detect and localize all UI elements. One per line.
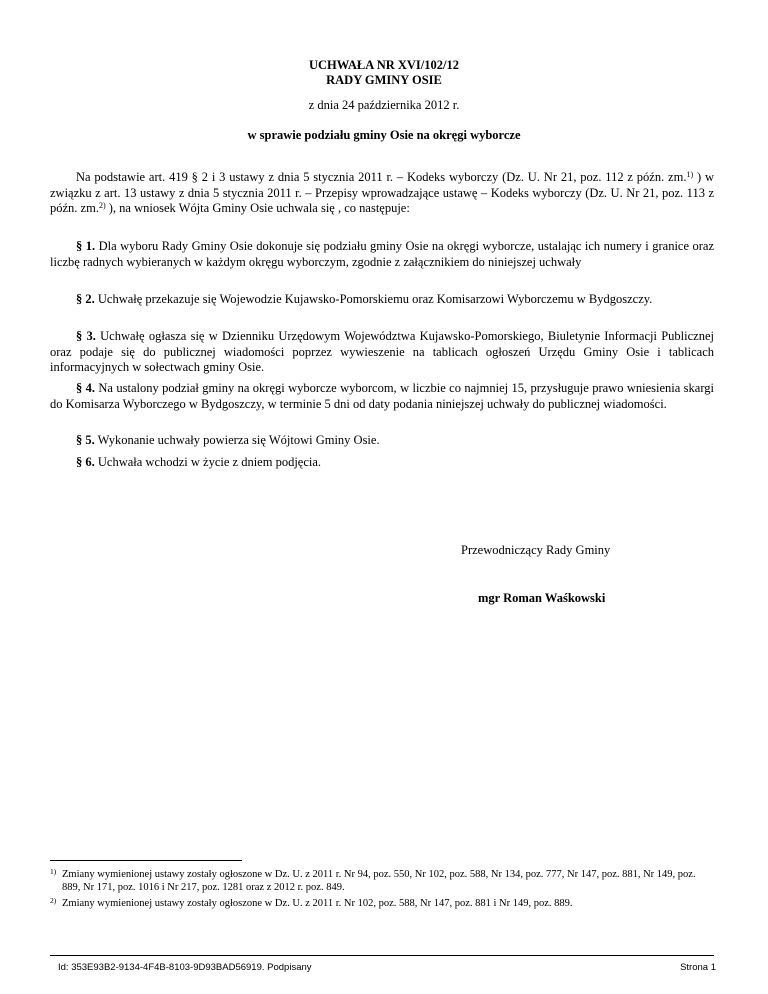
section-1 (50, 239, 714, 270)
resolution-number: UCHWAŁA NR XVI/102/12 (308, 58, 459, 72)
section-2-text: Uchwałę przekazuje się Wojewodzie Kujawsko-Pomorskiemu oraz Komisarzowi Wyborczemu w Bydgoszczy. (94, 292, 653, 306)
resolution-date: z dnia 24 października 2012 r. (308, 98, 460, 112)
footnote-divider (50, 860, 242, 861)
footnote-2-mark: 2) (50, 896, 57, 905)
signature-role: Przewodniczący Rady Gminy (461, 543, 611, 557)
footnote-2 (50, 897, 714, 910)
section-6 (50, 455, 714, 471)
section-4-text: Na ustalony podział gminy na okręgi wyborcze wyborcom, w liczbie co najmniej 15, przysługuje prawo wniesienia skargi do Komisarza Wyborczego w Bydgoszczy, w terminie 5 dni od daty podania niniejszej uchwały do publicznej wiadomości. (50, 381, 714, 411)
section-6-text: Uchwała wchodzi w życie z dniem podjęcia. (94, 455, 322, 469)
page-number: Strona 1 (680, 962, 716, 973)
council-name: RADY GMINY OSIE (326, 73, 442, 87)
section-5-label: § 5. (76, 433, 95, 447)
footnote-ref-2: 2) (98, 201, 106, 210)
section-2 (50, 292, 714, 308)
section-3-text: Uchwałę ogłasza się w Dzienniku Urzędowym Województwa Kujawsko-Pomorskiego, Biuletynie Informacji Publicznej oraz podaje się do publicznej wiadomości poprzez wywieszenie na tablicach ogłoszeń Urzędu Gminy Osie i tablicach informacyjnych w sołectwach gminy Osie. (50, 329, 714, 374)
section-5-text: Wykonanie uchwały powierza się Wójtowi Gminy Osie. (94, 433, 380, 447)
section-6-label: § 6. (76, 455, 95, 469)
footer-divider (50, 955, 714, 956)
section-5 (50, 433, 714, 449)
section-3-label: § 3. (76, 329, 96, 343)
preamble (50, 170, 714, 217)
preamble-part2: ) w związku z art. 13 ustawy z dnia 5 stycznia 2011 r. – Przepisy wprowadzające ustawę – Kodeks wyborczy (Dz. U. Nr 21, poz. 113 z późn. zm. (50, 170, 714, 215)
footnote-1-mark: 1) (50, 867, 57, 876)
section-3 (50, 329, 714, 376)
footnote-1 (50, 868, 714, 894)
preamble-part3: ), na wniosek Wójta Gminy Osie uchwala się , co następuje: (105, 201, 410, 215)
section-1-text: Dla wyboru Rady Gminy Osie dokonuje się podziału gminy Osie na okręgi wyborcze, ustalając ich numery i granice oraz liczbę radnych wybieranych w każdym okręgu wyborczym, zgodnie z załącznikiem do niniejszej uchwały (50, 239, 715, 269)
footnote-ref-1: 1) (686, 170, 694, 179)
section-4-label: § 4. (76, 381, 96, 395)
footnote-2-text: Zmiany wymienionej ustawy zostały ogłoszone w Dz. U. z 2011 r. Nr 102, poz. 588, Nr 147, poz. 881 i Nr 149, poz. 889. (62, 898, 573, 909)
document-id: Id: 353E93B2-9134-4F4B-8103-9D93BAD56919. Podpisany (58, 962, 312, 973)
footnote-1-text: Zmiany wymienionej ustawy zostały ogłoszone w Dz. U. z 2011 r. Nr 94, poz. 550, Nr 102, poz. 588, Nr 134, poz. 777, Nr 147, poz. 881, Nr 149, poz. 889, Nr 171, poz. 1016 i Nr 217, poz. 1281 oraz z 2012 r. poz. 849. (62, 869, 696, 893)
signature-name: mgr Roman Waśkowski (478, 591, 606, 605)
resolution-subject: w sprawie podziału gminy Osie na okręgi wyborcze (247, 128, 521, 142)
section-2-label: § 2. (76, 292, 95, 306)
section-4 (50, 381, 714, 412)
section-1-label: § 1. (76, 239, 96, 253)
preamble-part1: Na podstawie art. 419 § 2 i 3 ustawy z dnia 5 stycznia 2011 r. – Kodeks wyborczy (Dz. U. Nr 21, poz. 112 z późn. zm. (76, 170, 687, 184)
